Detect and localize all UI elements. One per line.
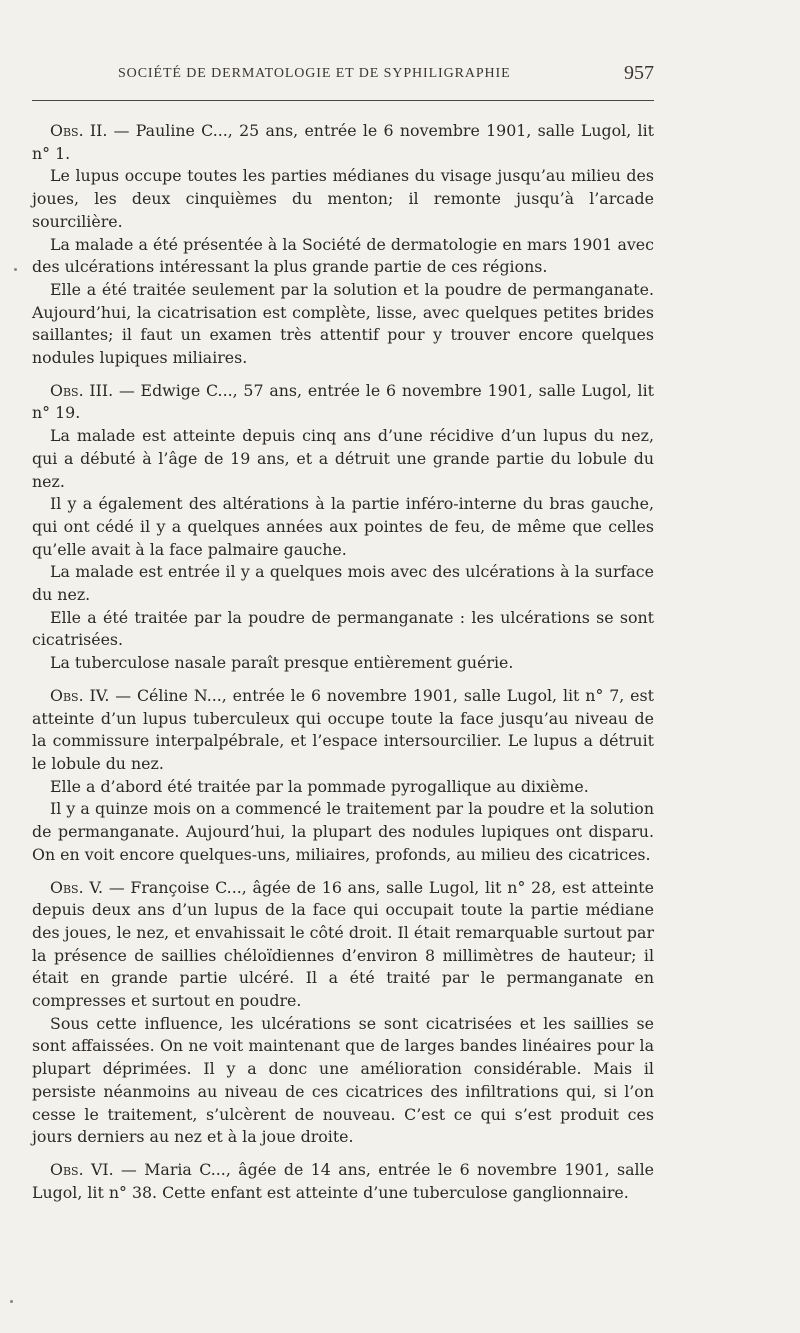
observation-label: Obs. II. bbox=[50, 121, 108, 140]
observation-heading bbox=[32, 120, 654, 165]
paper-speck bbox=[14, 268, 17, 271]
observation-heading bbox=[32, 380, 654, 425]
paragraph: La malade a été présentée à la Société de dermatologie en mars 1901 avec des ulcérations intéressant la plus grande partie de ces régions. bbox=[32, 234, 654, 277]
observation-text: — Céline N..., entrée le 6 novembre 1901, salle Lugol, lit n° 7, est atteinte d’un lupus tuberculeux qui occupe toute la face jusqu’au niveau de la commissure interpalpébrale, et l’espace intersourcilier. Le lupus a détruit le lobule du nez. bbox=[32, 685, 654, 773]
paragraph: Elle a été traitée par la poudre de permanganate : les ulcérations se sont cicatrisées. bbox=[32, 607, 654, 650]
observation-text: — Françoise C..., âgée de 16 ans, salle Lugol, lit n° 28, est atteinte depuis deux ans d’un lupus de la face qui occupait toute la partie médiane des joues, le nez, et envahissait le côté droit. Il était remarquable surtout par la présence de saillies chéloïdiennes d’environ 8 millimètres de hauteur; il était en grande partie ulcéré. Il a été traité par le permanganate en compresses et surtout en poudre. bbox=[32, 877, 655, 1011]
paragraph: La malade est atteinte depuis cinq ans d’une récidive d’un lupus du nez, qui a débuté à l’âge de 19 ans, et a détruit une grande partie du lobule du nez. bbox=[32, 426, 654, 491]
paper-speck bbox=[10, 1300, 13, 1303]
paragraph: La tuberculose nasale paraît presque entièrement guérie. bbox=[50, 653, 514, 673]
observation-label: Obs. III. bbox=[50, 380, 114, 400]
paragraph: Sous cette influence, les ulcérations se sont cicatrisées et les saillies se sont affaissées. On ne voit maintenant que de larges bandes linéaires pour la plupart déprimées. Il y a donc une amélioration considérable. Mais il persiste néanmoins au niveau de ces cicatrices des infiltrations qui, si l’on cesse le traitement, s’ulcèrent de nouveau. C’est ce qui s’est produit ces jours derniers au nez et à la joue droite. bbox=[32, 1013, 654, 1147]
page-number: 957 bbox=[624, 62, 654, 84]
observation-heading bbox=[32, 877, 654, 1013]
observation-text: — Edwige C..., 57 ans, entrée le 6 novembre 1901, salle Lugol, lit n° 19. bbox=[32, 380, 654, 423]
observation-heading bbox=[32, 1159, 654, 1204]
paragraph: Elle a été traitée seulement par la solution et la poudre de permanganate. Aujourd’hui, la cicatrisation est complète, lisse, avec quelques petites brides saillantes; il faut un examen très attentif pour y trouver encore quelques nodules lupiques miliaires. bbox=[32, 279, 654, 368]
observation-heading bbox=[32, 685, 654, 776]
paragraph: Elle a d’abord été traitée par la pommade pyrogallique au dixième. bbox=[50, 776, 589, 796]
observation-label: Obs. V. bbox=[50, 877, 104, 897]
paragraph: Le lupus occupe toutes les parties médianes du visage jusqu’au milieu des joues, les deux cinquièmes du menton; il remonte jusqu’à l’arcade sourcilière. bbox=[32, 166, 654, 231]
body-text bbox=[32, 120, 654, 1204]
running-head bbox=[32, 62, 654, 90]
paragraph: La malade est entrée il y a quelques mois avec des ulcérations à la surface du nez. bbox=[32, 562, 654, 605]
observation-text: — Maria C..., âgée de 14 ans, entrée le 6 novembre 1901, salle Lugol, lit n° 38. Cette enfant est atteinte d’une tuberculose ganglionnaire. bbox=[32, 1159, 654, 1202]
running-title: SOCIÉTÉ DE DERMATOLOGIE ET DE SYPHILIGRAPHIE bbox=[118, 66, 511, 81]
observation-label: Obs. IV. bbox=[50, 685, 110, 705]
paragraph: Il y a également des altérations à la partie inféro-interne du bras gauche, qui ont cédé il y a quelques années aux pointes de feu, de même que celles qu’elle avait à la face palmaire gauche. bbox=[32, 494, 654, 559]
paragraph: Il y a quinze mois on a commencé le traitement par la poudre et la solution de permanganate. Aujourd’hui, la plupart des nodules lupiques ont disparu. On en voit encore quelques-uns, miliaires, profonds, au milieu des cicatrices. bbox=[32, 799, 654, 864]
observation-text: — Pauline C..., 25 ans, entrée le 6 novembre 1901, salle Lugol, lit n° 1. bbox=[32, 121, 654, 163]
observation-label: Obs. VI. bbox=[50, 1159, 114, 1179]
header-rule bbox=[32, 100, 654, 101]
